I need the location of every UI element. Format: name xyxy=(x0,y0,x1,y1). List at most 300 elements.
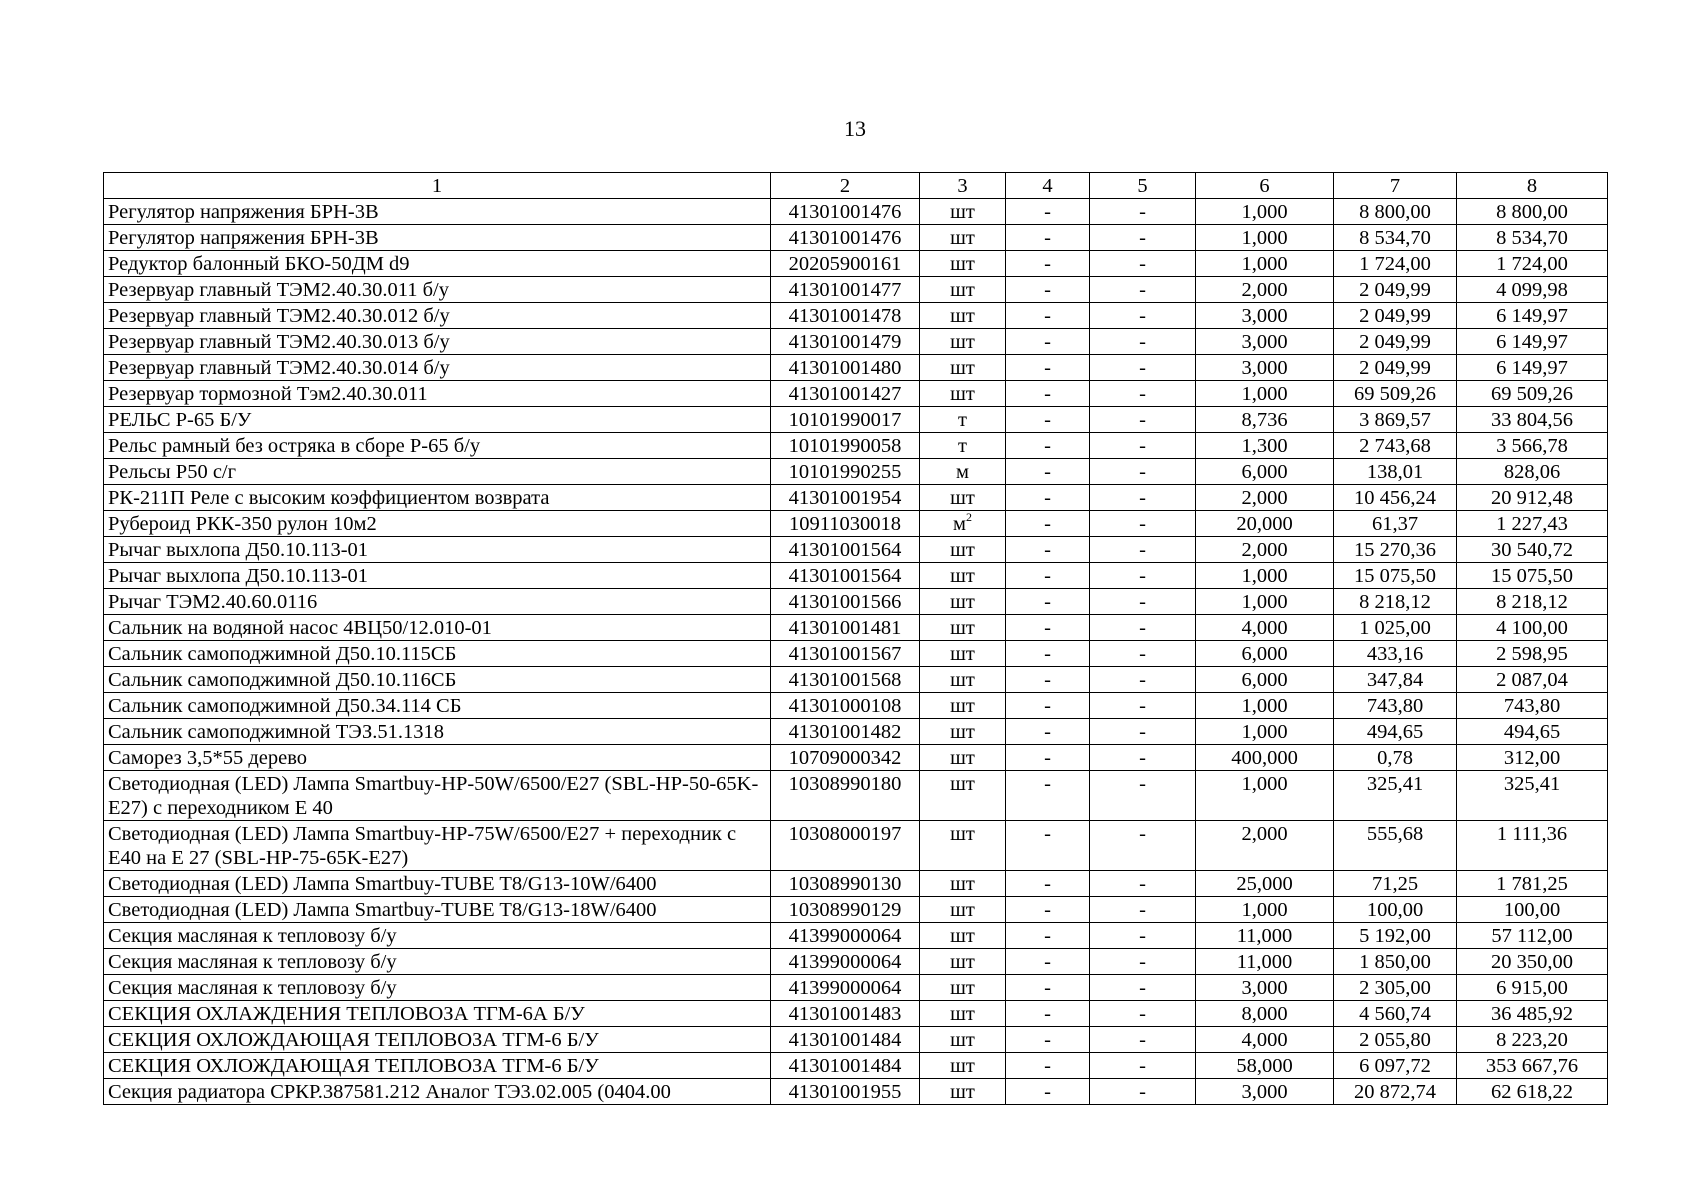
price-cell-text: 325,41 xyxy=(1366,773,1424,795)
quantity-cell xyxy=(1196,949,1334,975)
unit-cell xyxy=(920,745,1006,771)
item-code-cell-text: 10308000197 xyxy=(788,823,902,845)
item-name-cell xyxy=(104,1001,771,1027)
price-cell xyxy=(1334,871,1457,897)
total-cell-text: 1 724,00 xyxy=(1496,253,1568,275)
column-5-cell-text: - xyxy=(1139,331,1146,353)
item-name-cell xyxy=(104,1027,771,1053)
column-5-cell xyxy=(1090,667,1196,693)
price-cell xyxy=(1334,719,1457,745)
total-cell xyxy=(1457,407,1608,433)
column-4-cell-text: - xyxy=(1044,873,1051,895)
item-code-cell-text: 10308990130 xyxy=(788,873,902,895)
quantity-cell xyxy=(1196,771,1334,821)
price-cell xyxy=(1334,897,1457,923)
price-cell-text: 494,65 xyxy=(1366,721,1424,743)
total-cell-text: 4 099,98 xyxy=(1496,279,1568,301)
quantity-cell xyxy=(1196,1053,1334,1079)
total-cell xyxy=(1457,459,1608,485)
column-4-cell-text: - xyxy=(1044,201,1051,223)
unit-cell-text: шт xyxy=(950,873,975,895)
item-code-cell xyxy=(771,459,920,485)
column-5-cell xyxy=(1090,563,1196,589)
item-name-cell-text: Светодиодная (LED) Лампа Smartbuy-HP-75W/6500/E27 + переходник с Е40 на Е 27 (SBL-HP-75-65K-E27) xyxy=(108,823,737,869)
price-cell-text: 100,00 xyxy=(1366,899,1424,921)
price-cell xyxy=(1334,667,1457,693)
item-name-cell-text: Рельсы Р50 с/г xyxy=(108,461,237,483)
table-body xyxy=(104,199,1608,1105)
price-cell-text: 10 456,24 xyxy=(1354,487,1436,509)
item-code-cell-text: 41301001482 xyxy=(788,721,902,743)
column-4-cell xyxy=(1006,719,1090,745)
item-code-cell xyxy=(771,693,920,719)
price-cell-text: 743,80 xyxy=(1366,695,1424,717)
total-cell-text: 3 566,78 xyxy=(1496,435,1568,457)
unit-cell xyxy=(920,199,1006,225)
quantity-cell xyxy=(1196,871,1334,897)
price-cell xyxy=(1334,433,1457,459)
unit-cell xyxy=(920,975,1006,1001)
column-4-cell xyxy=(1006,1027,1090,1053)
item-name-cell xyxy=(104,771,771,821)
total-cell xyxy=(1457,719,1608,745)
price-cell xyxy=(1334,537,1457,563)
item-code-cell-text: 41301001954 xyxy=(788,487,902,509)
quantity-cell-text: 1,000 xyxy=(1241,695,1288,717)
item-code-cell-text: 41399000064 xyxy=(788,951,902,973)
quantity-cell-text: 1,000 xyxy=(1241,227,1288,249)
column-4-cell-text: - xyxy=(1044,279,1051,301)
unit-cell xyxy=(920,897,1006,923)
item-name-cell xyxy=(104,303,771,329)
quantity-cell xyxy=(1196,225,1334,251)
item-name-cell xyxy=(104,719,771,745)
table-row xyxy=(104,641,1608,667)
column-4-cell xyxy=(1006,537,1090,563)
table-row xyxy=(104,199,1608,225)
price-cell-text: 3 869,57 xyxy=(1359,409,1431,431)
item-code-cell xyxy=(771,821,920,871)
column-4-cell-text: - xyxy=(1044,435,1051,457)
item-code-cell xyxy=(771,225,920,251)
price-cell-text: 8 800,00 xyxy=(1359,201,1431,223)
item-code-cell-text: 20205900161 xyxy=(788,253,902,275)
item-name-cell xyxy=(104,355,771,381)
item-name-cell-text: Светодиодная (LED) Лампа Smartbuy-TUBE T8/G13-10W/6400 xyxy=(108,873,657,895)
quantity-cell-text: 2,000 xyxy=(1241,823,1288,845)
item-name-cell xyxy=(104,1053,771,1079)
column-5-cell-text: - xyxy=(1139,1003,1146,1025)
column-4-cell xyxy=(1006,615,1090,641)
total-cell-text: 33 804,56 xyxy=(1491,409,1573,431)
item-name-cell-text: Резервуар главный ТЭМ2.40.30.012 б/у xyxy=(108,305,450,327)
unit-cell xyxy=(920,667,1006,693)
price-cell xyxy=(1334,225,1457,251)
column-4-cell-text: - xyxy=(1044,513,1051,535)
table-row xyxy=(104,589,1608,615)
item-code-cell-text: 10308990129 xyxy=(788,899,902,921)
table-row xyxy=(104,251,1608,277)
unit-cell xyxy=(920,511,1006,537)
price-cell xyxy=(1334,407,1457,433)
column-5-cell xyxy=(1090,1079,1196,1105)
item-code-cell-text: 10308990180 xyxy=(788,773,902,795)
total-cell-text: 1 781,25 xyxy=(1496,873,1568,895)
column-5-cell-text: - xyxy=(1139,461,1146,483)
quantity-cell-text: 1,000 xyxy=(1241,253,1288,275)
item-name-cell xyxy=(104,277,771,303)
item-code-cell xyxy=(771,897,920,923)
quantity-cell xyxy=(1196,563,1334,589)
item-code-cell xyxy=(771,563,920,589)
total-cell xyxy=(1457,897,1608,923)
column-5-cell-text: - xyxy=(1139,747,1146,769)
item-code-cell-text: 10101990255 xyxy=(788,461,902,483)
quantity-cell-text: 1,000 xyxy=(1241,899,1288,921)
unit-cell-text: шт xyxy=(950,1055,975,1077)
column-4-cell xyxy=(1006,381,1090,407)
quantity-cell xyxy=(1196,277,1334,303)
column-4-cell-text: - xyxy=(1044,643,1051,665)
total-cell-text: 6 149,97 xyxy=(1496,357,1568,379)
total-cell xyxy=(1457,303,1608,329)
item-name-cell-text: Рычаг выхлопа Д50.10.113-01 xyxy=(108,565,369,587)
quantity-cell-text: 3,000 xyxy=(1241,331,1288,353)
column-5-cell xyxy=(1090,381,1196,407)
column-4-cell-text: - xyxy=(1044,1029,1051,1051)
column-5-cell xyxy=(1090,407,1196,433)
unit-cell xyxy=(920,251,1006,277)
price-cell-text: 433,16 xyxy=(1366,643,1424,665)
quantity-cell xyxy=(1196,511,1334,537)
column-5-cell-text: - xyxy=(1139,565,1146,587)
unit-cell-text: шт xyxy=(950,747,975,769)
unit-cell-text: шт xyxy=(950,617,975,639)
column-4-cell xyxy=(1006,1053,1090,1079)
unit-cell xyxy=(920,433,1006,459)
price-cell-text: 347,84 xyxy=(1366,669,1424,691)
column-5-cell-text: - xyxy=(1139,409,1146,431)
column-4-cell-text: - xyxy=(1044,1055,1051,1077)
total-cell xyxy=(1457,615,1608,641)
column-5-cell-text: - xyxy=(1139,305,1146,327)
unit-cell-text: шт xyxy=(950,539,975,561)
table-row xyxy=(104,667,1608,693)
column-5-cell xyxy=(1090,975,1196,1001)
price-cell xyxy=(1334,1079,1457,1105)
unit-cell-text: шт xyxy=(950,951,975,973)
item-code-cell xyxy=(771,719,920,745)
total-cell-text: 353 667,76 xyxy=(1485,1055,1579,1077)
total-cell-text: 100,00 xyxy=(1503,899,1561,921)
total-cell-text: 15 075,50 xyxy=(1491,565,1573,587)
total-cell-text: 8 223,20 xyxy=(1496,1029,1568,1051)
unit-cell-text: шт xyxy=(950,1003,975,1025)
column-5-cell-text: - xyxy=(1139,1081,1146,1103)
total-cell xyxy=(1457,381,1608,407)
quantity-cell xyxy=(1196,693,1334,719)
table-row xyxy=(104,433,1608,459)
item-code-cell xyxy=(771,871,920,897)
column-5-cell xyxy=(1090,1053,1196,1079)
item-code-cell-text: 41301001476 xyxy=(788,201,902,223)
column-4-cell-text: - xyxy=(1044,977,1051,999)
quantity-cell-text: 2,000 xyxy=(1241,279,1288,301)
item-code-cell xyxy=(771,667,920,693)
table-row xyxy=(104,1079,1608,1105)
column-4-cell xyxy=(1006,485,1090,511)
table-row xyxy=(104,329,1608,355)
unit-cell xyxy=(920,1027,1006,1053)
header-cell: 6 xyxy=(1196,173,1334,199)
item-code-cell-text: 10101990017 xyxy=(788,409,902,431)
item-code-cell xyxy=(771,303,920,329)
unit-cell xyxy=(920,537,1006,563)
column-5-cell-text: - xyxy=(1139,721,1146,743)
item-name-cell-text: РЕЛЬС Р-65 Б/У xyxy=(108,409,252,431)
column-5-cell xyxy=(1090,1001,1196,1027)
item-name-cell xyxy=(104,615,771,641)
item-name-cell-text: Секция масляная к тепловозу б/у xyxy=(108,977,397,999)
item-name-cell-text: Секция масляная к тепловозу б/у xyxy=(108,925,397,947)
table-row xyxy=(104,1001,1608,1027)
quantity-cell-text: 400,000 xyxy=(1231,747,1298,769)
header-cell: 4 xyxy=(1006,173,1090,199)
item-name-cell xyxy=(104,641,771,667)
item-name-cell xyxy=(104,745,771,771)
price-cell-text: 2 049,99 xyxy=(1359,331,1431,353)
total-cell-text: 36 485,92 xyxy=(1491,1003,1573,1025)
item-code-cell-text: 41301000108 xyxy=(788,695,902,717)
column-5-cell-text: - xyxy=(1139,201,1146,223)
item-code-cell-text: 41301001483 xyxy=(788,1003,902,1025)
table-row xyxy=(104,1027,1608,1053)
total-cell-text: 20 350,00 xyxy=(1491,951,1573,973)
unit-cell xyxy=(920,923,1006,949)
price-cell xyxy=(1334,303,1457,329)
total-cell xyxy=(1457,745,1608,771)
table-row xyxy=(104,871,1608,897)
item-name-cell xyxy=(104,407,771,433)
column-5-cell xyxy=(1090,615,1196,641)
quantity-cell xyxy=(1196,1027,1334,1053)
table-row xyxy=(104,897,1608,923)
column-4-cell-text: - xyxy=(1044,773,1051,795)
column-4-cell xyxy=(1006,771,1090,821)
item-name-cell-text: Сальник самоподжимной Д50.10.115СБ xyxy=(108,643,457,665)
unit-cell xyxy=(920,459,1006,485)
item-name-cell xyxy=(104,871,771,897)
column-4-cell xyxy=(1006,897,1090,923)
price-cell-text: 0,78 xyxy=(1377,747,1413,769)
table-row xyxy=(104,949,1608,975)
column-4-cell xyxy=(1006,923,1090,949)
quantity-cell-text: 3,000 xyxy=(1241,977,1288,999)
column-4-cell-text: - xyxy=(1044,565,1051,587)
quantity-cell-text: 1,000 xyxy=(1241,201,1288,223)
unit-cell-text: шт xyxy=(950,695,975,717)
quantity-cell-text: 1,000 xyxy=(1241,383,1288,405)
item-code-cell-text: 41301001477 xyxy=(788,279,902,301)
quantity-cell xyxy=(1196,745,1334,771)
item-name-cell xyxy=(104,225,771,251)
price-cell xyxy=(1334,923,1457,949)
column-4-cell xyxy=(1006,407,1090,433)
column-5-cell xyxy=(1090,355,1196,381)
unit-cell xyxy=(920,303,1006,329)
item-name-cell xyxy=(104,485,771,511)
item-name-cell-text: Резервуар главный ТЭМ2.40.30.011 б/у xyxy=(108,279,449,301)
item-name-cell xyxy=(104,923,771,949)
column-5-cell xyxy=(1090,641,1196,667)
item-code-cell xyxy=(771,511,920,537)
price-cell-text: 71,25 xyxy=(1371,873,1419,895)
item-name-cell xyxy=(104,589,771,615)
table-row xyxy=(104,745,1608,771)
item-name-cell-text: Рычаг ТЭМ2.40.60.0116 xyxy=(108,591,318,613)
column-5-cell-text: - xyxy=(1139,669,1146,691)
quantity-cell xyxy=(1196,821,1334,871)
total-cell xyxy=(1457,667,1608,693)
column-4-cell-text: - xyxy=(1044,951,1051,973)
quantity-cell xyxy=(1196,303,1334,329)
column-4-cell-text: - xyxy=(1044,899,1051,921)
item-name-cell-text: Рычаг выхлопа Д50.10.113-01 xyxy=(108,539,369,561)
item-name-cell-text: Секция радиатора СРКР.387581.212 Аналог ТЭ3.02.005 (0404.00 xyxy=(108,1081,671,1103)
item-name-cell-text: Рубероид РКК-350 рулон 10м2 xyxy=(108,513,377,535)
column-4-cell-text: - xyxy=(1044,1003,1051,1025)
unit-cell-text: шт xyxy=(950,253,975,275)
item-name-cell-text: Секция масляная к тепловозу б/у xyxy=(108,951,397,973)
unit-cell xyxy=(920,589,1006,615)
item-code-cell xyxy=(771,355,920,381)
quantity-cell xyxy=(1196,641,1334,667)
column-5-cell-text: - xyxy=(1139,513,1146,535)
column-4-cell-text: - xyxy=(1044,539,1051,561)
price-cell-text: 69 509,26 xyxy=(1354,383,1436,405)
total-cell xyxy=(1457,277,1608,303)
column-5-cell-text: - xyxy=(1139,643,1146,665)
price-cell-text: 5 192,00 xyxy=(1359,925,1431,947)
item-code-cell xyxy=(771,537,920,563)
table-row xyxy=(104,719,1608,745)
price-cell xyxy=(1334,511,1457,537)
quantity-cell-text: 1,000 xyxy=(1241,591,1288,613)
total-cell-text: 6 915,00 xyxy=(1496,977,1568,999)
total-cell-text: 69 509,26 xyxy=(1491,383,1573,405)
quantity-cell xyxy=(1196,537,1334,563)
column-5-cell-text: - xyxy=(1139,253,1146,275)
total-cell-text: 20 912,48 xyxy=(1491,487,1573,509)
price-cell-text: 4 560,74 xyxy=(1359,1003,1431,1025)
column-5-cell xyxy=(1090,589,1196,615)
unit-cell-text: шт xyxy=(950,823,975,845)
unit-cell xyxy=(920,1053,1006,1079)
item-name-cell-text: Резервуар главный ТЭМ2.40.30.013 б/у xyxy=(108,331,450,353)
table-row xyxy=(104,381,1608,407)
column-4-cell-text: - xyxy=(1044,823,1051,845)
column-5-cell xyxy=(1090,485,1196,511)
column-5-cell-text: - xyxy=(1139,925,1146,947)
price-cell xyxy=(1334,771,1457,821)
quantity-cell xyxy=(1196,1079,1334,1105)
column-5-cell xyxy=(1090,821,1196,871)
column-4-cell-text: - xyxy=(1044,721,1051,743)
item-code-cell-text: 41301001478 xyxy=(788,305,902,327)
column-5-cell xyxy=(1090,303,1196,329)
price-cell-text: 2 743,68 xyxy=(1359,435,1431,457)
quantity-cell-text: 3,000 xyxy=(1241,1081,1288,1103)
column-4-cell-text: - xyxy=(1044,409,1051,431)
quantity-cell-text: 4,000 xyxy=(1241,1029,1288,1051)
unit-cell-text: шт xyxy=(950,591,975,613)
price-cell xyxy=(1334,641,1457,667)
unit-cell-text: шт xyxy=(950,925,975,947)
quantity-cell xyxy=(1196,975,1334,1001)
unit-cell-text: м xyxy=(956,461,969,483)
quantity-cell-text: 8,736 xyxy=(1241,409,1288,431)
unit-cell xyxy=(920,329,1006,355)
item-name-cell xyxy=(104,329,771,355)
price-cell xyxy=(1334,329,1457,355)
header-cell: 3 xyxy=(920,173,1006,199)
item-code-cell xyxy=(771,589,920,615)
column-5-cell xyxy=(1090,745,1196,771)
column-4-cell xyxy=(1006,871,1090,897)
table-row xyxy=(104,511,1608,537)
item-code-cell xyxy=(771,1001,920,1027)
price-cell xyxy=(1334,1001,1457,1027)
total-cell-text: 6 149,97 xyxy=(1496,305,1568,327)
item-code-cell xyxy=(771,199,920,225)
total-cell-text: 2 087,04 xyxy=(1496,669,1568,691)
unit-cell-text: шт xyxy=(950,1081,975,1103)
column-5-cell xyxy=(1090,433,1196,459)
column-5-cell-text: - xyxy=(1139,823,1146,845)
total-cell xyxy=(1457,329,1608,355)
unit-cell xyxy=(920,949,1006,975)
items-table xyxy=(103,172,1608,1105)
total-cell-text: 4 100,00 xyxy=(1496,617,1568,639)
quantity-cell-text: 6,000 xyxy=(1241,669,1288,691)
total-cell xyxy=(1457,975,1608,1001)
column-5-cell-text: - xyxy=(1139,539,1146,561)
price-cell xyxy=(1334,821,1457,871)
column-4-cell-text: - xyxy=(1044,331,1051,353)
price-cell-text: 20 872,74 xyxy=(1354,1081,1436,1103)
total-cell xyxy=(1457,251,1608,277)
quantity-cell xyxy=(1196,251,1334,277)
column-4-cell-text: - xyxy=(1044,383,1051,405)
column-5-cell-text: - xyxy=(1139,1055,1146,1077)
price-cell xyxy=(1334,251,1457,277)
column-4-cell-text: - xyxy=(1044,669,1051,691)
table-row xyxy=(104,1053,1608,1079)
column-5-cell xyxy=(1090,719,1196,745)
unit-cell-text: шт xyxy=(950,721,975,743)
quantity-cell-text: 8,000 xyxy=(1241,1003,1288,1025)
column-5-cell-text: - xyxy=(1139,695,1146,717)
table-row xyxy=(104,303,1608,329)
quantity-cell xyxy=(1196,433,1334,459)
column-4-cell-text: - xyxy=(1044,747,1051,769)
price-cell-text: 8 218,12 xyxy=(1359,591,1431,613)
price-cell xyxy=(1334,381,1457,407)
item-name-cell xyxy=(104,537,771,563)
unit-cell xyxy=(920,641,1006,667)
quantity-cell-text: 20,000 xyxy=(1236,513,1293,535)
column-4-cell xyxy=(1006,355,1090,381)
